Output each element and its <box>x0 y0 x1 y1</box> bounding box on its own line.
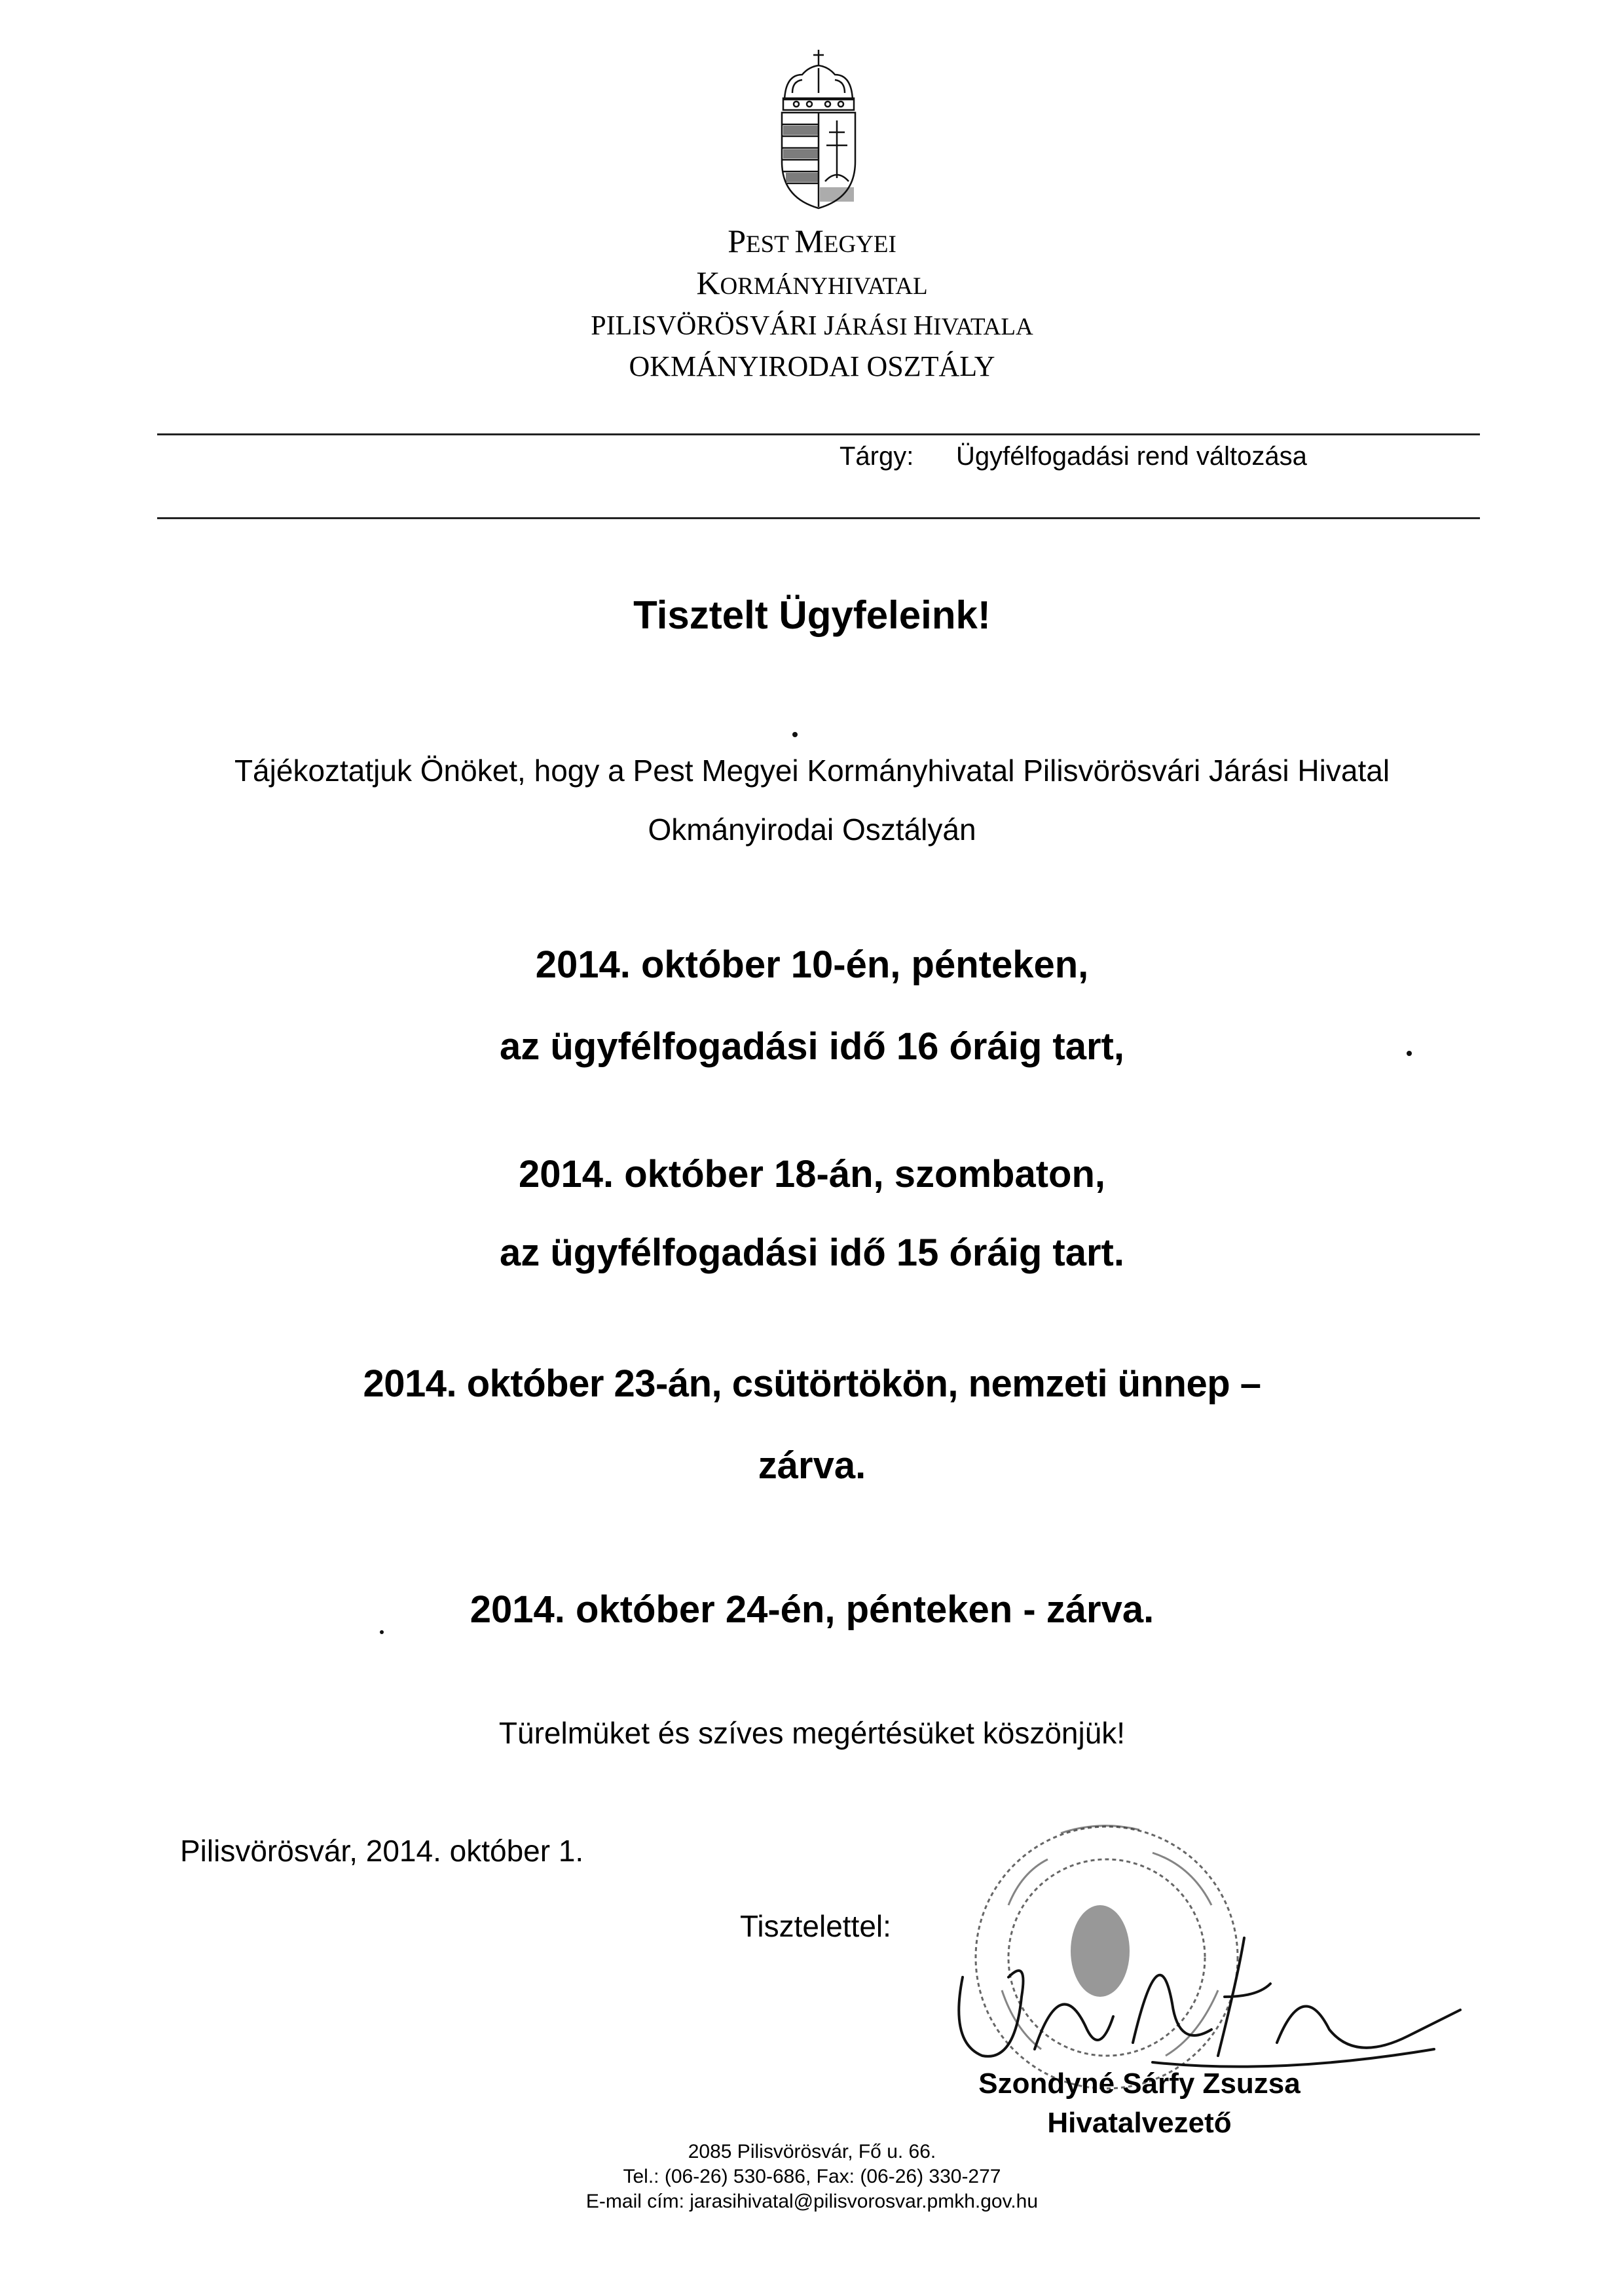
org-line2-initial: K <box>696 264 720 301</box>
notice-3-date: 2014. október 23-án, csütörtökön, nemzeti ünnep – <box>363 1362 1261 1405</box>
scan-speck <box>1407 1051 1412 1056</box>
org-name-line1 <box>0 223 1624 263</box>
thanks-line: Türelmüket és szíves megértésüket köszönjük! <box>498 1716 1126 1750</box>
subject-label: Tárgy: <box>840 442 914 471</box>
notice-2-date: 2014. október 18-án, szombaton, <box>518 1153 1106 1195</box>
notice-2-hours: az ügyfélfogadási idő 15 óráig tart. <box>500 1231 1124 1274</box>
org-name-line4: OKMÁNYIRODAI OSZTÁLY <box>629 350 995 382</box>
signatory-title: Hivatalvezető <box>1047 2107 1232 2139</box>
org-line2-rest: ORMÁNYHIVATAL <box>720 273 928 300</box>
org-name-line3 <box>0 306 1624 346</box>
org-line1-initial-p: P <box>728 223 746 259</box>
footer-email: E-mail cím: jarasihivatal@pilisvorosvar.pmkh.gov.hu <box>585 2191 1039 2212</box>
header-rule-bottom <box>157 517 1480 519</box>
coat-of-arms-icon <box>773 47 864 211</box>
org-line3-initial-h: H <box>913 311 934 341</box>
org-line3-rest-h: IVATALA <box>933 314 1033 340</box>
handwritten-signature-icon <box>936 1899 1473 2095</box>
org-line1-rest-p: EST <box>746 231 795 258</box>
org-line1-initial-m: M <box>794 223 824 259</box>
subject-value: Ügyfélfogadási rend változása <box>956 442 1307 471</box>
footer-address: 2085 Pilisvörösvár, Fő u. 66. <box>688 2141 936 2162</box>
regards: Tisztelettel: <box>740 1909 891 1943</box>
org-line3-part-a: PILISVÖRÖSVÁRI <box>591 311 824 341</box>
header-rule-top <box>157 433 1480 435</box>
footer-phone: Tel.: (06-26) 530-686, Fax: (06-26) 330-277 <box>623 2166 1001 2187</box>
signatory-name: Szondyné Sárfy Zsuzsa <box>978 2068 1301 2100</box>
org-line1-rest-m: EGYEI <box>823 231 896 258</box>
place-date: Pilisvörösvár, 2014. október 1. <box>180 1834 584 1868</box>
greeting-heading: Tisztelt Ügyfeleink! <box>633 593 991 637</box>
scan-speck <box>380 1630 384 1634</box>
org-line3-rest-j: ÁRÁSI <box>834 314 913 340</box>
org-name-line2 <box>0 264 1624 305</box>
scan-speck <box>792 732 798 737</box>
notice-1-hours: az ügyfélfogadási idő 16 óráig tart, <box>500 1025 1124 1068</box>
org-line3-initial-j: J <box>824 311 835 341</box>
intro-line-1: Tájékoztatjuk Önöket, hogy a Pest Megyei Kormányhivatal Pilisvörösvári Járási Hivatal <box>234 754 1390 788</box>
notice-1-date: 2014. október 10-én, pénteken, <box>535 943 1089 986</box>
notice-4: 2014. október 24-én, pénteken - zárva. <box>470 1588 1154 1631</box>
notice-3-closed: zárva. <box>758 1444 866 1487</box>
intro-line-2: Okmányirodai Osztályán <box>648 812 976 847</box>
